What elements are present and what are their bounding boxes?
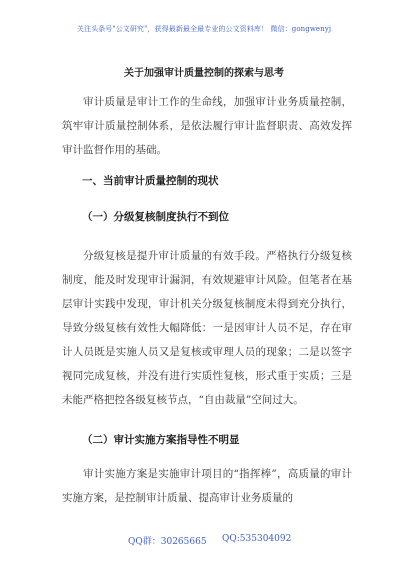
header-banner: 关注头条号"公文研究"，获得最新最全最专业的公文资料库！ 微信：gongwenyj: [76, 25, 332, 33]
subsection-1-paragraph: 分级复核是提升审计质量的有效手段。严格执行分级复核制度，能及时发现审计漏洞，有效规避审计风险。但笔者在基层审计实践中发现，审计机关分级复核制度未得到充分执行，导致分级复核有效性大幅降低：一是因审计人员不足，存在审计人员既是实施人员又是复核或审理人员的现象；二是以签字视同完成复核，并没有进行实质性复核，形式重于实质；三是未能严格把控各级复核节点，“自由裁量”空间过大。: [62, 250, 352, 406]
subsection-2-heading: （二）审计实施方案指导性不明显: [82, 434, 240, 446]
document-title: 关于加强审计质量控制的探索与思考: [124, 68, 284, 79]
footer-qq-number: QQ:535304092: [222, 534, 292, 544]
intro-paragraph: 审计质量是审计工作的生命线，加强审计业务质量控制，筑牢审计质量控制体系，是依法履行审计监督职责、高效发挥审计监督作用的基础。: [62, 96, 352, 156]
section-1-heading: 一、当前审计质量控制的现状: [82, 175, 219, 187]
subsection-1-heading: （一）分级复核制度执行不到位: [82, 211, 229, 223]
footer-qq-group: QQ群：30265665: [128, 537, 207, 547]
subsection-2-paragraph: 审计实施方案是实施审计项目的“指挥棒”，高质量的审计实施方案，是控制审计质量、提高审计业务质量的: [62, 468, 352, 504]
